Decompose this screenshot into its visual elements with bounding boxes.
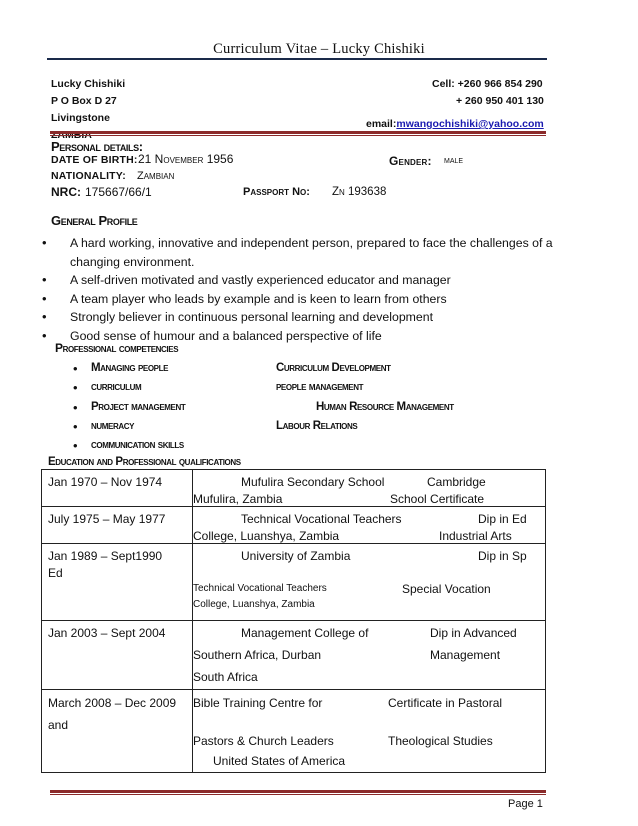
qualification-detail: Theological Studies — [388, 734, 493, 748]
qualification: Dip in Ed — [478, 512, 527, 526]
footer-divider — [50, 790, 546, 793]
section-divider — [50, 131, 546, 134]
table-row — [42, 544, 546, 621]
section-divider-thin — [50, 135, 546, 136]
institution: Technical Vocational Teachers — [241, 512, 402, 526]
email-label: email: — [366, 118, 397, 130]
footer-divider-thin — [50, 794, 546, 795]
institution-country: South Africa — [193, 670, 258, 684]
qualification-detail: Special Vocation — [402, 582, 491, 596]
contact-city: Livingstone — [51, 112, 110, 124]
details-cell — [193, 507, 546, 544]
qualification-detail: Industrial Arts — [439, 529, 512, 543]
profile-item: • Good sense of humour and a balanced perspective of life — [40, 327, 580, 346]
profile-item: • A team player who leads by example and is keen to learn from others — [40, 290, 580, 309]
contact-name: Lucky Chishiki — [51, 78, 126, 90]
bullet-icon: • — [73, 400, 78, 415]
competency-item: numeracy — [91, 420, 135, 432]
education-heading: Education and Professional qualifications — [48, 456, 241, 468]
institution: Management College of — [241, 626, 369, 640]
date-cell — [42, 470, 193, 507]
competency-item: curriculum — [91, 381, 142, 393]
nrc-value: 175667/66/1 — [85, 185, 152, 199]
profile-item: • A self-driven motivated and vastly experienced educator and manager — [40, 271, 580, 290]
competency-item: communication skills — [91, 439, 184, 451]
competencies-heading: Professional competencies — [55, 341, 179, 355]
competency-item: Labour Relations — [276, 420, 358, 432]
header-divider — [47, 58, 547, 60]
nationality-label: NATIONALITY: — [51, 170, 126, 182]
table-row — [42, 690, 546, 773]
bullet-icon: • — [73, 438, 78, 453]
bullet-icon: • — [73, 361, 78, 376]
institution-location: United States of America — [213, 754, 346, 768]
contact-cell-2: + 260 950 401 130 — [456, 95, 544, 107]
passport-label: Passport No: — [243, 186, 310, 198]
date: Jan 2003 – Sept 2004 — [48, 626, 166, 640]
email-link[interactable]: mwangochishiki@yahoo.com — [396, 118, 544, 130]
date-cell — [42, 690, 193, 773]
table-row — [42, 621, 546, 690]
date: Jan 1970 – Nov 1974 — [48, 475, 163, 489]
gender-value: male — [444, 155, 464, 166]
date-cell — [42, 507, 193, 544]
competency-item: people management — [276, 381, 364, 393]
details-cell — [193, 621, 546, 690]
institution-location: College, Luanshya, Zambia — [193, 529, 340, 543]
bullet-icon: • — [73, 380, 78, 395]
date-cell — [42, 621, 193, 690]
details-cell — [193, 544, 546, 621]
date: July 1975 – May 1977 — [48, 512, 166, 526]
nationality-value: Zambian — [137, 170, 175, 182]
qualification-detail: School Certificate — [390, 492, 485, 506]
date: Jan 1989 – Sept1990 — [48, 549, 163, 563]
institution-detail: Pastors & Church Leaders — [193, 734, 334, 748]
institution-location: Mufulira, Zambia — [193, 492, 283, 506]
bullet-icon: • — [73, 419, 78, 434]
profile-item: • Strongly believer in continuous personal learning and development — [40, 308, 580, 327]
dob-value: 21 November 1956 — [138, 152, 234, 166]
institution-detail: Technical Vocational Teachers — [193, 583, 327, 594]
table-row — [42, 507, 546, 544]
qualification: Dip in Sp — [478, 549, 527, 563]
contact-box: P O Box D 27 — [51, 95, 117, 107]
institution-location: Southern Africa, Durban — [193, 648, 322, 662]
institution-location: College, Luanshya, Zambia — [193, 599, 315, 610]
date-continuation: Ed — [48, 566, 63, 580]
qualification: Certificate in Pastoral — [388, 696, 503, 710]
contact-email-row — [366, 118, 544, 130]
gender-label: Gender: — [389, 154, 432, 168]
competency-item: Project management — [91, 401, 186, 413]
page-number: Page 1 — [508, 798, 543, 810]
document-title: Curriculum Vitae – Lucky Chishiki — [213, 41, 425, 57]
competency-item: Curriculum Development — [276, 362, 391, 374]
competency-item: Managing people — [91, 362, 169, 374]
profile-item: • A hard working, innovative and independent person, prepared to face the challenges of a changing environment. — [40, 234, 580, 271]
table-row — [42, 470, 546, 507]
education-table — [41, 469, 546, 773]
date-cell — [42, 544, 193, 621]
institution: Mufulira Secondary School — [241, 475, 385, 489]
passport-value: Zn 193638 — [332, 186, 387, 198]
nrc-label: NRC: — [51, 185, 81, 199]
qualification-detail: Management — [430, 648, 501, 662]
contact-cell-1: Cell: +260 966 854 290 — [432, 78, 543, 90]
profile-list — [40, 234, 580, 345]
date-continuation: and — [48, 718, 69, 732]
institution: Bible Training Centre for — [193, 696, 323, 710]
details-cell — [193, 690, 546, 773]
institution: University of Zambia — [241, 549, 351, 563]
profile-heading: General Profile — [51, 213, 138, 228]
personal-heading: Personal details: — [51, 139, 143, 154]
competency-item: Human Resource Management — [316, 401, 454, 413]
dob-label: DATE OF BIRTH: — [51, 154, 138, 166]
qualification: Dip in Advanced — [430, 626, 517, 640]
details-cell — [193, 470, 546, 507]
date: March 2008 – Dec 2009 — [48, 696, 177, 710]
qualification: Cambridge — [427, 475, 486, 489]
